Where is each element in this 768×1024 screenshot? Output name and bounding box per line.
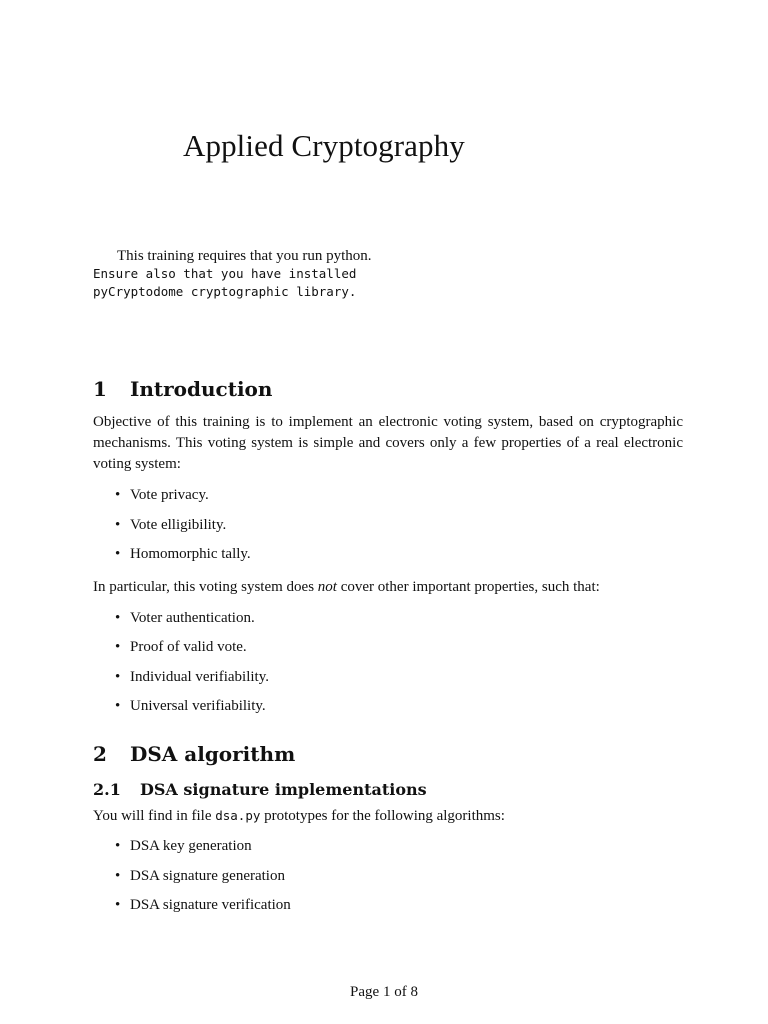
list-item: • Voter authentication. <box>93 608 683 638</box>
paragraph-emphasis: not <box>317 578 337 595</box>
subsection-number: 2.1 <box>93 780 121 799</box>
section-paragraph-2 <box>93 577 683 598</box>
section-number: 2 <box>93 742 107 766</box>
list-item: • DSA signature generation <box>93 866 683 896</box>
section-dsa-algorithm <box>93 742 683 925</box>
section-title: Introduction <box>130 377 273 401</box>
section-number: 1 <box>93 377 107 401</box>
intro-line-3: pyCryptodome cryptographic library. <box>93 284 357 299</box>
list-item: • Vote privacy. <box>93 485 683 515</box>
intro-line-1: This training requires that you run python. <box>117 248 372 264</box>
paragraph-text: cover other important properties, such that: <box>340 578 600 595</box>
paragraph-text: prototypes for the following algorithms: <box>264 808 505 824</box>
list-item: • Universal verifiability. <box>93 696 683 726</box>
list-item: • Individual verifiability. <box>93 667 683 697</box>
properties-list <box>93 485 683 574</box>
list-item: • DSA key generation <box>93 836 683 866</box>
section-heading <box>93 742 683 766</box>
section-title: DSA algorithm <box>130 742 296 766</box>
paragraph-text: You will find in file <box>93 808 212 824</box>
list-item: • Proof of valid vote. <box>93 637 683 667</box>
subsection-heading <box>93 780 683 799</box>
code-filename: dsa.py <box>215 808 261 823</box>
uncovered-properties-list <box>93 608 683 726</box>
section-heading <box>93 377 683 401</box>
subsection-paragraph <box>93 805 683 827</box>
list-item: • Homomorphic tally. <box>93 544 683 574</box>
paragraph-text: In particular, this voting system does <box>93 578 315 595</box>
intro-block <box>93 247 693 301</box>
intro-line-2: Ensure also that you have installed <box>93 266 357 281</box>
list-item: • Vote elligibility. <box>93 515 683 545</box>
list-item: • DSA signature verification <box>93 895 683 925</box>
document-title: Applied Cryptography <box>183 128 465 163</box>
subsection-title: DSA signature implementations <box>140 780 427 799</box>
algorithms-list <box>93 836 683 925</box>
page-footer: Page 1 of 8 <box>350 984 418 1000</box>
section-introduction <box>93 377 683 726</box>
section-paragraph: Objective of this training is to implement an electronic voting system, based on cryptographic mechanisms. This voting system is simple and covers only a few properties of a real electronic voting system: <box>93 414 683 472</box>
